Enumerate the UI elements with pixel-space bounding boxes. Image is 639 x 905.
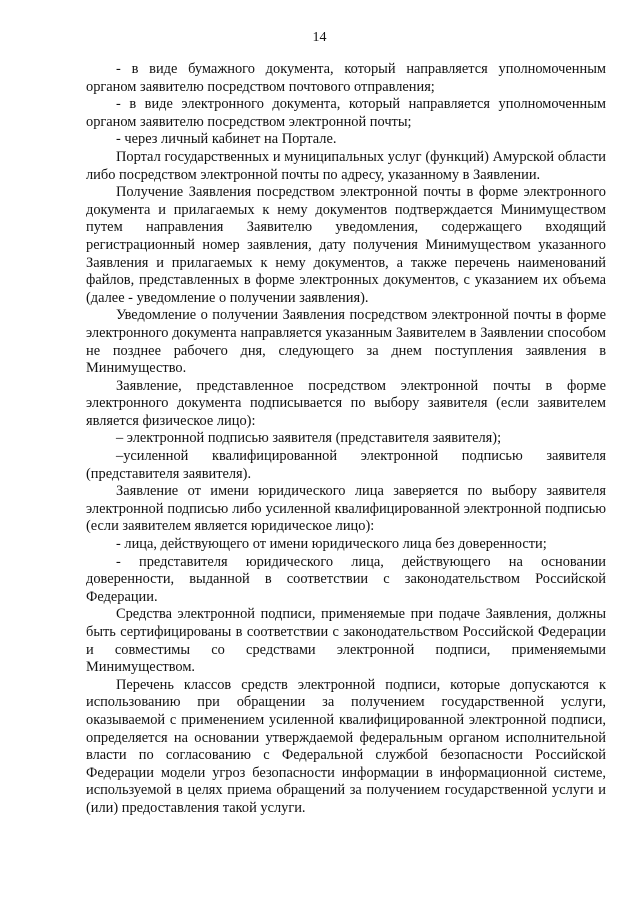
paragraph: - представителя юридического лица, действующего на основании доверенности, выданной в соответствии с законодательством Российской Федерации. [86,553,606,605]
paragraph: - в виде бумажного документа, который направляется уполномоченным органом заявителю посредством почтового отправления; [86,61,606,95]
paragraph: –усиленной квалифицированной электронной подписью заявителя (представителя заявителя). [86,448,606,482]
paragraph: Получение Заявления посредством электронной почты в форме электронного документа и прилагаемых к нему документов подтверждается Минимуществом путем направления Заявителю уведомления, содержащего входящий регистрационный номер заявления, дату получения Минимуществом указанного Заявления и прилагаемых к нему документов, а также перечень наименований файлов, представленных в форме электронных документов, с указанием их объема (далее - уведомление о получении заявления). [86,184,606,306]
document-body [86,61,606,818]
page-number: 14 [312,30,327,45]
paragraph: Уведомление о получении Заявления посредством электронной почты в форме электронного документа направляется указанным Заявителем в Заявлении способом не позднее рабочего дня, следующего за днем поступления заявления в Минимущество. [86,307,606,377]
paragraph: Портал государственных и муниципальных услуг (функций) Амурской области либо посредством электронной почты по адресу, указанному в Заявлении. [86,148,606,183]
paragraph: Заявление от имени юридического лица заверяется по выбору заявителя электронной подписью либо усиленной квалифицированной электронной подписью (если заявителем является юридическое лицо): [86,483,606,535]
paragraph: - лица, действующего от имени юридического лица без доверенности; [116,536,547,553]
paragraph: Средства электронной подписи, применяемые при подаче Заявления, должны быть сертифицированы в соответствии с законодательством Российской Федерации и совместимы со средствами электронной подписи, применяемыми Минимуществом. [86,606,606,676]
paragraph: Заявление, представленное посредством электронной почты в форме электронного документа подписывается по выбору заявителя (если заявителем является физическое лицо): [86,377,606,429]
paragraph: - в виде электронного документа, который направляется уполномоченным органом заявителю посредством электронной почты; [86,96,606,130]
paragraph: - через личный кабинет на Портале. [116,131,337,148]
paragraph: – электронной подписью заявителя (представителя заявителя); [116,430,502,447]
paragraph: Перечень классов средств электронной подписи, которые допускаются к использованию при обращении за получением государственной услуги, оказываемой с применением усиленной квалифицированной электронной подписи, определяется на основании утверждаемой федеральным органом исполнительной власти по согласованию с Федеральной службой безопасности Российской Федерации модели угроз безопасности информации в информационной системе, используемой в целях приема обращений за получением государственной услуги и (или) предоставления такой услуги. [86,676,606,816]
